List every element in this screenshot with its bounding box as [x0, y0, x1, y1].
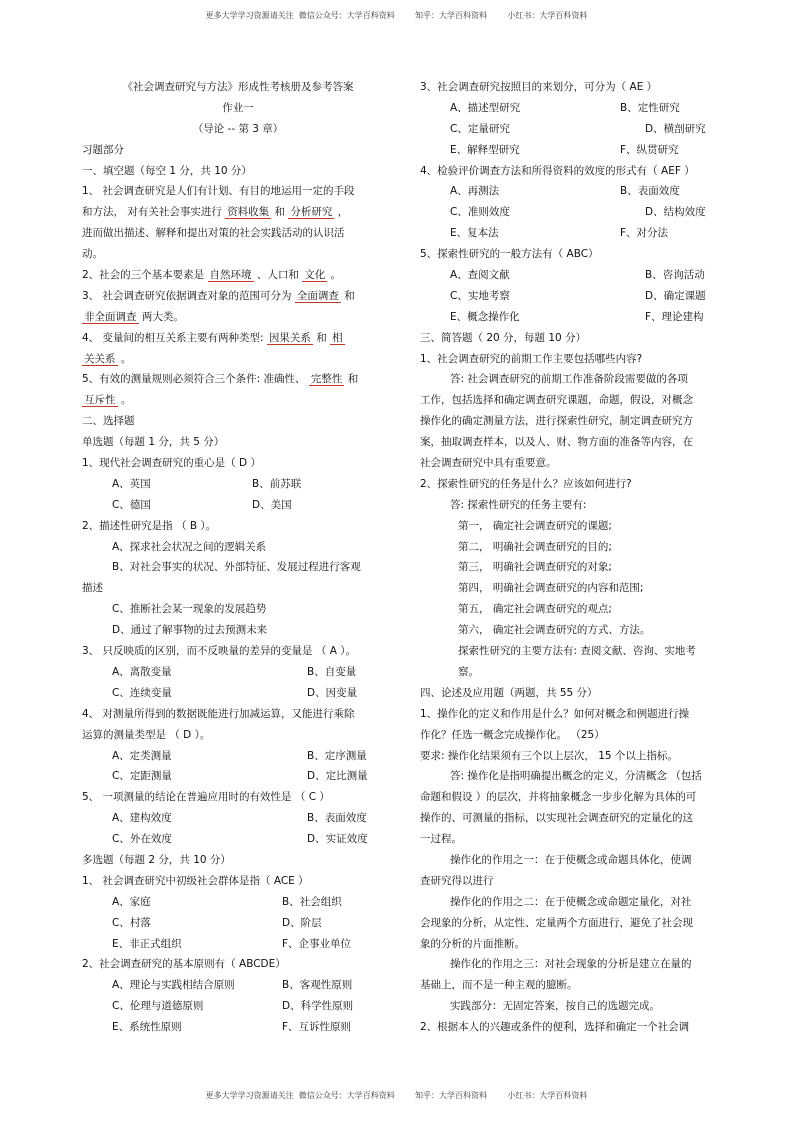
- multi1-question: 1、 社会调查研究中初级社会群体是指（ ACE ）: [82, 874, 309, 887]
- option: E、概念操作化: [450, 310, 520, 323]
- sa2-task-item: 第六， 确定社会调查研究的方式、方法。: [458, 624, 651, 637]
- sa2-task-item: 第一， 确定社会调查研究的课题;: [458, 519, 612, 532]
- option: D、通过了解事物的过去预测未来: [112, 624, 268, 637]
- mc5-question: 5、 一项测量的结论在普遍应用时的有效性是 （ C ）: [82, 791, 330, 804]
- answer-blank: 互斥性: [84, 394, 116, 407]
- option: D、结构效度: [645, 206, 706, 219]
- multi5-options-row: [420, 307, 732, 328]
- multi1-options-row: [82, 892, 394, 913]
- option: D、阶层: [282, 916, 322, 929]
- q1-line2: 和方法， 对有关社会事实进行 资料收集 和 分析研究 ，: [82, 206, 349, 219]
- essay1-answer-line: 操作化的作用之三：对社会现象的分析是建立在量的: [450, 958, 692, 971]
- option: F、纵贯研究: [620, 143, 679, 156]
- option: B、定性研究: [620, 101, 680, 114]
- option: A、再测法: [450, 185, 500, 198]
- sa1-answer-line: 答: 社会调查研究的前期工作准备阶段需要做的各项: [450, 373, 688, 386]
- option: B、定序测量: [307, 749, 367, 762]
- multi5-question: 5、探索性研究的一般方法有（ ABC）: [420, 248, 599, 261]
- option: D、因变量: [307, 686, 358, 699]
- option: A、英国: [112, 477, 151, 490]
- q1-line4: 动。: [82, 248, 103, 261]
- option: C、村落: [112, 916, 151, 929]
- option: A、建构效度: [112, 812, 172, 825]
- answer-blank: 资料收集: [227, 206, 270, 219]
- q2-line: 2、社会的三个基本要素是 自然环境 、人口和 文化 。: [82, 269, 342, 282]
- answer-blank: 自然环境: [209, 269, 252, 282]
- multi2-options-row: [82, 996, 394, 1017]
- answer-blank: 全面调查: [296, 289, 339, 302]
- assignment-label: 作业一: [222, 101, 254, 114]
- answer-blank: 文化: [304, 269, 326, 282]
- section-fill-blank: 一、填空题（每空 1 分，共 10 分）: [82, 164, 252, 177]
- essay1-requirement: 要求: 操作化结果须有三个以上层次， 15 个以上指标。: [420, 749, 678, 762]
- mc1-options-row: [82, 495, 394, 516]
- option-continued: 描述: [82, 582, 103, 595]
- left-column: [82, 77, 394, 1038]
- essay1-answer-line: 命题和假设 ）的层次，并将抽象概念一步步化解为具体的可: [420, 791, 697, 804]
- option: C、准则效度: [450, 206, 510, 219]
- sa2-answer-line: 察。: [458, 665, 479, 678]
- option: E、系统性原则: [112, 1021, 182, 1034]
- mc4-options-row: [82, 766, 394, 787]
- essay1-answer-line: 会现象的分析，从定性、定量两个方面进行，避免了社会现: [420, 916, 693, 929]
- sa2-task-item: 第三， 明确社会调查研究的对象;: [458, 561, 612, 574]
- answer-blank: 关关系: [84, 352, 116, 365]
- option: A、定类测量: [112, 749, 172, 762]
- mc1-options-row: [82, 474, 394, 495]
- multi4-options-row: [420, 202, 732, 223]
- option: F、互诉性原则: [282, 1021, 352, 1034]
- section-essay: 四、论述及应用题（两题，共 55 分）: [420, 686, 598, 699]
- option: E、非正式组织: [112, 937, 182, 950]
- answer-blank: 相: [332, 331, 343, 344]
- section-multi-choice: 多选题（每题 2 分，共 10 分）: [82, 853, 231, 866]
- essay1-question: 作化？任选一概念完成操作化。 （25）: [420, 728, 605, 741]
- mc3-question: 3、 只反映质的区别，而不反映量的差异的变量是 （ A ）。: [82, 645, 356, 658]
- page-footer: 更多大学学习资源请关注 微信公众号：大学百科资料 知乎：大学百科资料 小红书：大学百科资料: [205, 1091, 588, 1100]
- option: D、科学性原则: [282, 1000, 354, 1013]
- answer-blank: 因果关系: [268, 331, 311, 344]
- q1-line3: 进而做出描述、解释和提出对策的社会实践活动的认识活: [82, 227, 345, 240]
- option: B、前苏联: [252, 477, 302, 490]
- essay1-answer-line: 操作的、可测量的指标，以实现社会调查研究的定量化的这: [420, 812, 693, 825]
- multi4-options-row: [420, 181, 732, 202]
- q5-line1: 5、有效的测量规则必须符合三个条件: 准确性、 完整性 和: [82, 373, 359, 386]
- section-single-choice: 单选题（每题 1 分，共 5 分）: [82, 436, 225, 449]
- multi2-question: 2、社会调查研究的基本原则有（ ABCDE）: [82, 958, 286, 971]
- essay1-answer-line: 查研究得以进行: [420, 874, 494, 887]
- sa2-task-item: 第四， 明确社会调查研究的内容和范围;: [458, 582, 644, 595]
- option: E、复本法: [450, 227, 499, 240]
- multi4-options-row: [420, 223, 732, 244]
- essay2-question: 2、根据本人的兴趣或条件的便利，选择和确定一个社会调: [420, 1021, 690, 1034]
- q3-line1: 3、 社会调查研究依据调查对象的范围可分为 全面调查 和: [82, 289, 355, 302]
- option: A、探求社会状况之间的逻辑关系: [112, 540, 267, 553]
- multi4-question: 4、检验评价调查方法和所得资料的效度的形式有（ AEF ）: [420, 164, 695, 177]
- option: D、定比测量: [307, 770, 368, 783]
- section-choice: 二、选择题: [82, 415, 135, 428]
- essay1-answer-line: 象的分析的片面推断。: [420, 937, 525, 950]
- option: C、伦理与道德原则: [112, 1000, 204, 1013]
- option: C、德国: [112, 498, 151, 511]
- sa1-answer-line: 社会调查研究中具有重要意。: [420, 457, 557, 470]
- multi3-options-row: [420, 119, 732, 140]
- sa2-answer-line: 探索性研究的主要方法有: 查阅文献、咨询、实地考: [458, 645, 696, 658]
- option: C、连续变量: [112, 686, 172, 699]
- option: B、咨询活动: [645, 269, 705, 282]
- option: B、表面效度: [620, 185, 680, 198]
- essay1-answer-line: 实践部分：无固定答案，按自己的选题完成。: [450, 1000, 660, 1013]
- option: A、离散变量: [112, 665, 172, 678]
- q1-line1: 1、 社会调查研究是人们有计划、有目的地运用一定的手段: [82, 185, 355, 198]
- option: A、家庭: [112, 895, 151, 908]
- mc2-question: 2、描述性研究是指 （ B ）。: [82, 519, 217, 532]
- option: A、描述型研究: [450, 101, 521, 114]
- sa1-answer-line: 案，抽取调查样本，以及人、财、物方面的准备等内容，在: [420, 436, 693, 449]
- option: D、实证效度: [307, 833, 368, 846]
- mc3-options-row: [82, 683, 394, 704]
- option: C、外在效度: [112, 833, 172, 846]
- essay1-answer-line: 操作化的作用之二：在于使概念或命题定量化，对社: [450, 895, 692, 908]
- essay1-answer-line: 基础上，而不是一种主观的臆断。: [420, 979, 578, 992]
- sa1-question: 1、社会调查研究的前期工作主要包括哪些内容?: [420, 352, 643, 365]
- option: F、理论建构: [645, 310, 704, 323]
- multi2-options-row: [82, 1017, 394, 1038]
- q4-line2: 关关系 。: [84, 352, 132, 365]
- option: F、企事业单位: [282, 937, 352, 950]
- option: E、解释型研究: [450, 143, 520, 156]
- option: F、对分法: [620, 227, 669, 240]
- option: B、客观性原则: [282, 979, 353, 992]
- q4-line1: 4、 变量间的相互关系主要有两种类型: 因果关系 和 相: [82, 331, 343, 344]
- sa1-answer-line: 操作化的确定测量方法，进行探索性研究，制定调查研究方: [420, 415, 693, 428]
- mc5-options-row: [82, 829, 394, 850]
- sa2-task-item: 第五， 确定社会调查研究的观点;: [458, 603, 612, 616]
- chapter-range: （导论 -- 第 3 章）: [192, 122, 284, 135]
- multi3-question: 3、社会调查研究按照目的来划分，可分为（ AE ）: [420, 81, 658, 93]
- section-short-answer: 三、简答题（ 20 分，每题 10 分）: [420, 331, 587, 344]
- option: C、实地考察: [450, 289, 510, 302]
- mc4-question-line1: 4、 对测量所得到的数据既能进行加减运算，又能进行乘除: [82, 707, 355, 720]
- answer-blank: 完整性: [310, 373, 343, 386]
- multi1-options-row: [82, 913, 394, 934]
- option: C、推断社会某一现象的发展趋势: [112, 603, 267, 616]
- option: D、确定课题: [645, 289, 706, 302]
- option: B、自变量: [307, 665, 357, 678]
- page-header: 更多大学学习资源请关注 微信公众号：大学百科资料 知乎：大学百科资料 小红书：大学百科资料: [205, 11, 588, 20]
- answer-blank: 分析研究: [290, 206, 333, 219]
- option: D、美国: [252, 498, 292, 511]
- mc4-question-line2: 运算的测量类型是 （ D ）。: [82, 728, 211, 741]
- mc5-options-row: [82, 808, 394, 829]
- multi2-options-row: [82, 975, 394, 996]
- multi5-options-row: [420, 286, 732, 307]
- option: B、表面效度: [307, 812, 367, 825]
- option: B、社会组织: [282, 895, 342, 908]
- option: C、定距测量: [112, 770, 172, 783]
- mc4-options-row: [82, 746, 394, 767]
- option: B、对社会事实的状况、外部特征、发展过程进行客观: [112, 561, 361, 574]
- essay1-answer-line: 答: 操作化是指明确提出概念的定义，分清概念 （包括: [450, 770, 702, 783]
- sa2-task-item: 第二， 明确社会调查研究的目的;: [458, 540, 612, 553]
- q3-line2: 非全面调查 两大类。: [84, 310, 184, 323]
- sa2-answer-line: 答: 探索性研究的任务主要有:: [450, 498, 587, 511]
- multi3-options-row: [420, 98, 732, 119]
- option: D、横剖研究: [645, 122, 706, 135]
- multi3-options-row: [420, 140, 732, 161]
- essay1-question: 1、操作化的定义和作用是什么？如何对概念和例题进行操: [420, 707, 690, 720]
- answer-blank: 非全面调查: [84, 310, 137, 323]
- option: C、定量研究: [450, 122, 510, 135]
- multi5-options-row: [420, 265, 732, 286]
- option: A、理论与实践相结合原则: [112, 979, 235, 992]
- multi1-options-row: [82, 934, 394, 955]
- doc-title: 《社会调查研究与方法》形成性考核册及参考答案: [122, 81, 354, 93]
- right-column: [420, 77, 732, 1038]
- sa2-question: 2、探索性研究的任务是什么？应该如何进行?: [420, 477, 632, 490]
- essay1-answer-line: 一过程。: [420, 833, 462, 846]
- essay1-answer-line: 操作化的作用之一：在于使概念或命题具体化，使调: [450, 853, 692, 866]
- sa1-answer-line: 工作，包括选择和确定调查研究课题，命题，假设，对概念: [420, 394, 693, 407]
- mc3-options-row: [82, 662, 394, 683]
- mc1-question: 1、现代社会调查研究的重心是（ D ）: [82, 457, 261, 470]
- section-label: 习题部分: [82, 143, 124, 156]
- option: A、查阅文献: [450, 269, 510, 282]
- q5-line2: 互斥性 。: [84, 394, 132, 407]
